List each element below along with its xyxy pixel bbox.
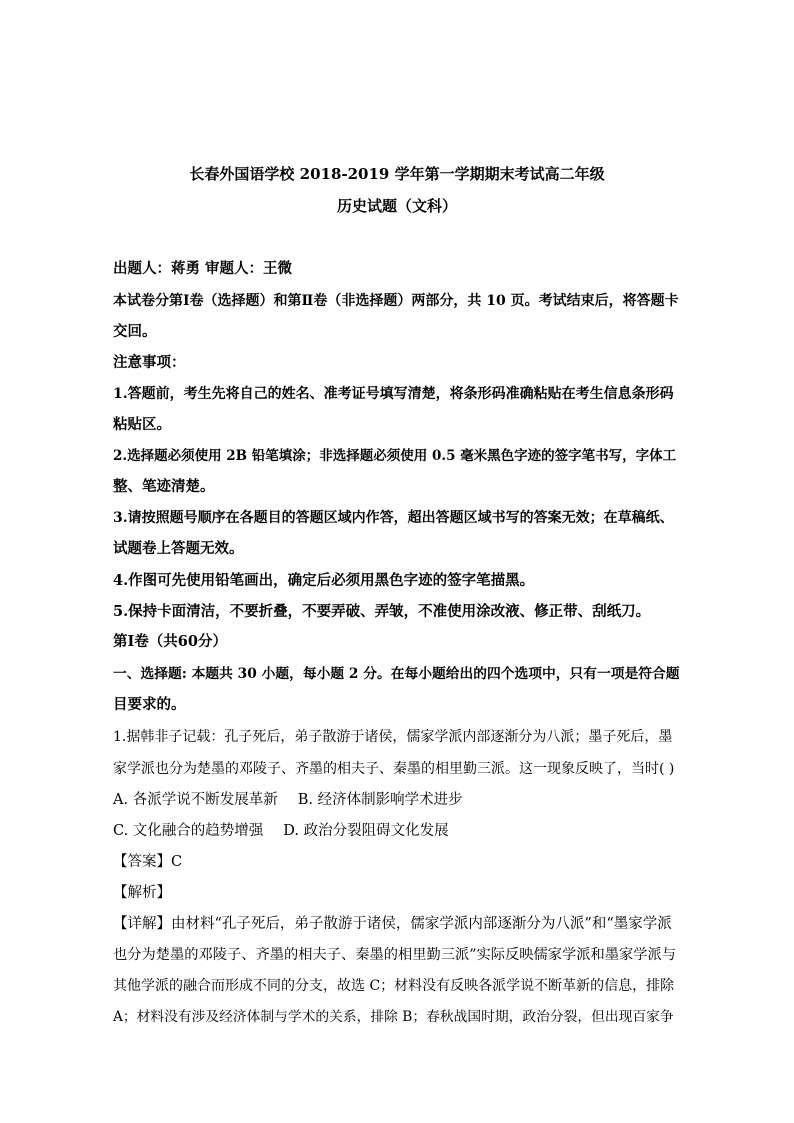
question-stem-line-2: 家学派也分为楚墨的邓陵子、齐墨的相夫子、秦墨的相里勤三派。这一现象反映了，当时( ) xyxy=(113,761,675,777)
intro-line-1: 本试卷分第Ⅰ卷（选择题）和第Ⅱ卷（非选择题）两部分，共 10 页。考试结束后，将答题卡 xyxy=(113,293,679,309)
option-d: D. 政治分裂阻碍文化发展 xyxy=(283,823,449,839)
notice-line: 1.答题前，考生先将自己的姓名、准考证号填写清楚，将条形码准确粘贴在考生信息条形码 xyxy=(113,386,674,402)
notice-line: 2.选择题必须使用 2B 铅笔填涂；非选择题必须使用 0.5 毫米黑色字迹的签字笔书写，字体工 xyxy=(113,448,677,464)
notice-line: 4.作图可先使用铅笔画出，确定后必须用黑色字迹的签字笔描黑。 xyxy=(113,572,535,589)
option-b: B. 经济体制影响学术进步 xyxy=(297,792,463,808)
explanation-line: A；材料没有涉及经济体制与学术的关系，排除 B；春秋战国时期，政治分裂，但出现百家争 xyxy=(113,1009,674,1025)
part-heading: 第Ⅰ卷（共60分） xyxy=(113,633,227,650)
answer-line: 【答案】C xyxy=(113,854,183,870)
option-a: A. 各派学说不断发展革新 xyxy=(113,792,278,808)
exam-title: 长春外国语学校 2018-2019 学年第一学期期末考试高二年级 xyxy=(189,165,605,183)
notice-line: 粘贴区。 xyxy=(113,416,171,433)
notice-line: 3.请按照题号顺序在各题目的答题区域内作答，超出答题区域书写的答案无效；在草稿纸、 xyxy=(113,510,674,526)
notice-line: 整、笔迹清楚。 xyxy=(113,478,215,495)
explanation-line: 【详解】由材料“孔子死后，弟子散游于诸侯，儒家学派内部逐渐分为八派”和“墨家学派 xyxy=(113,916,672,932)
option-c: C. 文化融合的趋势增强 xyxy=(113,823,264,839)
section-heading-line-2: 目要求的。 xyxy=(113,696,186,713)
options-row-2 xyxy=(113,821,449,841)
notice-heading: 注意事项： xyxy=(113,354,186,371)
notice-line: 试题卷上答题无效。 xyxy=(113,540,244,557)
notice-line: 5.保持卡面清洁，不要折叠，不要弄破、弄皱，不准使用涂改液、修正带、刮纸刀。 xyxy=(113,603,651,620)
question-stem-line-1: 1.据韩非子记载：孔子死后，弟子散游于诸侯，儒家学派内部逐渐分为八派；墨子死后，墨 xyxy=(113,729,673,745)
section-heading-line-1: 一、选择题: 本题共 30 小题，每小题 2 分。在每小题给出的四个选项中，只有一项是符合题 xyxy=(113,666,680,682)
explanation-line: 也分为楚墨的邓陵子、齐墨的相夫子、秦墨的相里勤三派”实际反映儒家学派和墨家学派与 xyxy=(113,947,677,963)
options-row-1 xyxy=(113,790,463,810)
intro-line-2: 交回。 xyxy=(113,323,157,340)
exam-subtitle: 历史试题（文科） xyxy=(336,197,457,215)
analysis-heading: 【解析】 xyxy=(113,885,171,901)
authors-line: 出题人：蒋勇 审题人：王微 xyxy=(113,260,293,277)
explanation-line: 其他学派的融合而形成不同的分支，故选 C；材料没有反映各派学说不断革新的信息，排除 xyxy=(113,978,675,994)
